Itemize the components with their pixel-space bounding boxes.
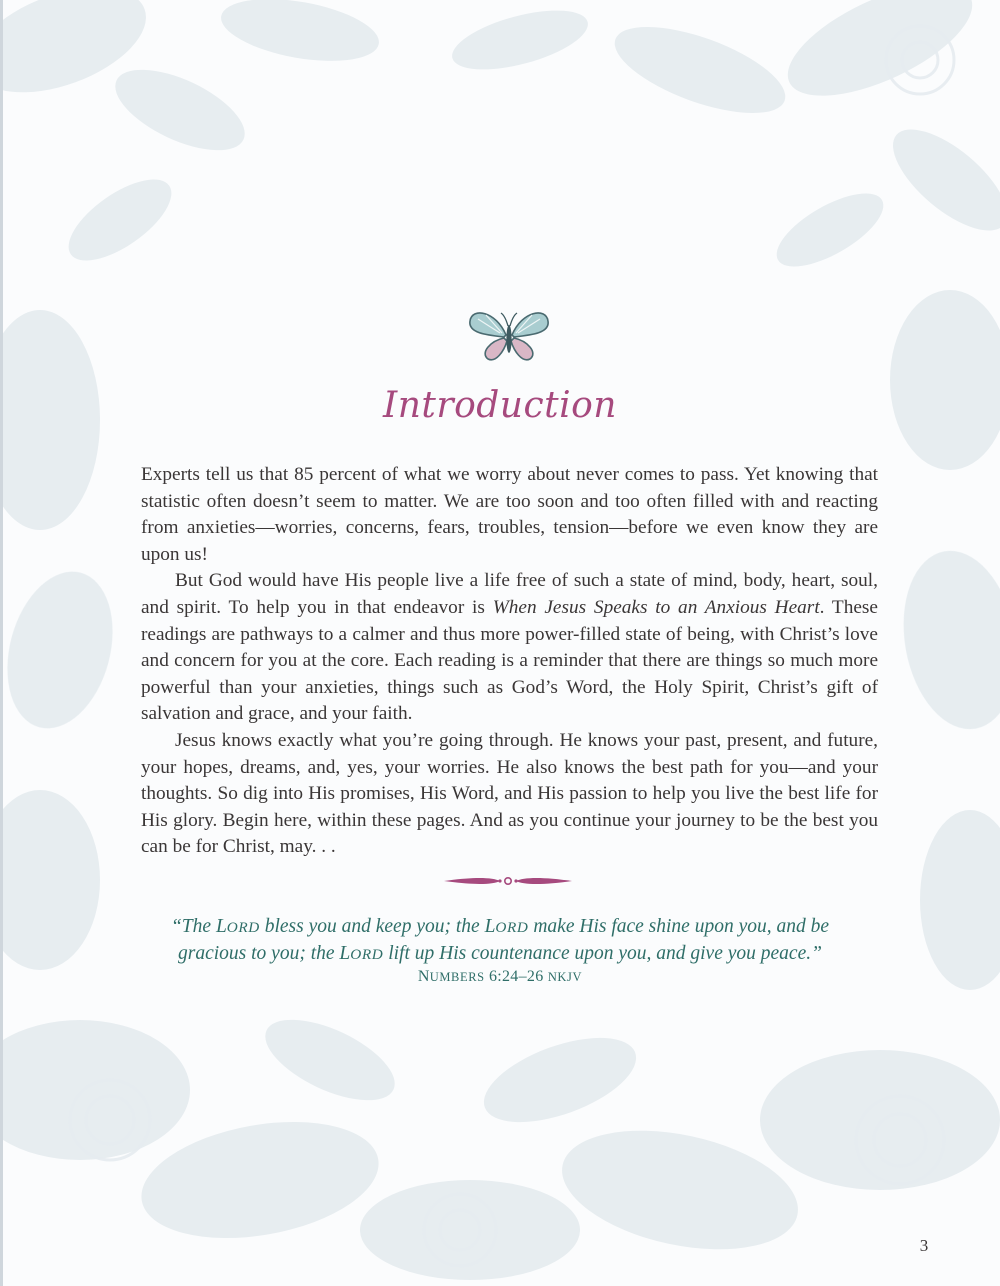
scripture-quote: [150, 914, 850, 968]
paragraph-2: [141, 568, 878, 728]
lord-initial: L: [339, 943, 351, 964]
page-title: Introduction: [383, 385, 617, 426]
lord-small-caps: ORD: [226, 919, 260, 936]
lord-initial: L: [215, 916, 227, 937]
ornament-divider: [442, 874, 574, 888]
scripture-reference: [150, 968, 850, 986]
quote-text: make His face shine upon you, and be gracious to you; the: [178, 916, 830, 964]
paragraph-3: [141, 728, 878, 861]
quote-text: “The: [170, 916, 216, 937]
bible-version: NKJV: [547, 970, 583, 984]
quote-text: bless you and keep you; the: [259, 916, 485, 937]
introduction-body: [141, 462, 878, 861]
paragraph-text: But God would have His people live a life free of such a state of mind, body, heart, soul, and spirit. To help you in that endeavor is: [141, 570, 878, 618]
quote-text: lift up His countenance upon you, and give you peace.”: [383, 943, 822, 964]
verse-range: 6:24–26: [484, 968, 548, 985]
lord-small-caps: ORD: [350, 946, 384, 963]
paragraph-text: Experts tell us that 85 percent of what we worry about never comes to pass. Yet knowing that statistic often doesn’t seem to matter. We are too soon and too often filled with and reacting from anxieties—worries, concerns, fears, troubles, tension—before we even know they are upon us!: [141, 464, 878, 565]
lord-initial: L: [484, 916, 496, 937]
paragraph-text: Jesus knows exactly what you’re going through. He knows your past, present, and future, your hopes, dreams, and, yes, your worries. He also knows the best path for you—and your thoughts. So dig into His promises, His Word, and His passion to help you live the best life for His glory. Begin here, within these pages. And as you continue your journey to be the best you can be for Christ, may. . .: [141, 729, 878, 858]
paragraph-text: . These readings are pathways to a calmer and thus more power-filled state of being, with Christ’s love and concern for you at the core. Each reading is a reminder that there are things so much more powerful than your anxieties, things such as God’s Word, the Holy Spirit, Christ’s gift of salvation and grace, and your faith.: [141, 596, 878, 725]
page-edge-rule: [0, 0, 3, 1286]
page-number: 3: [919, 1236, 929, 1255]
paragraph-1: [141, 462, 878, 568]
book-title: When Jesus Speaks to an Anxious Heart: [492, 596, 820, 618]
book-small-caps: UMBERS: [429, 970, 485, 984]
lord-small-caps: ORD: [495, 919, 529, 936]
butterfly-icon: [466, 305, 552, 365]
book-initial: N: [417, 968, 430, 985]
